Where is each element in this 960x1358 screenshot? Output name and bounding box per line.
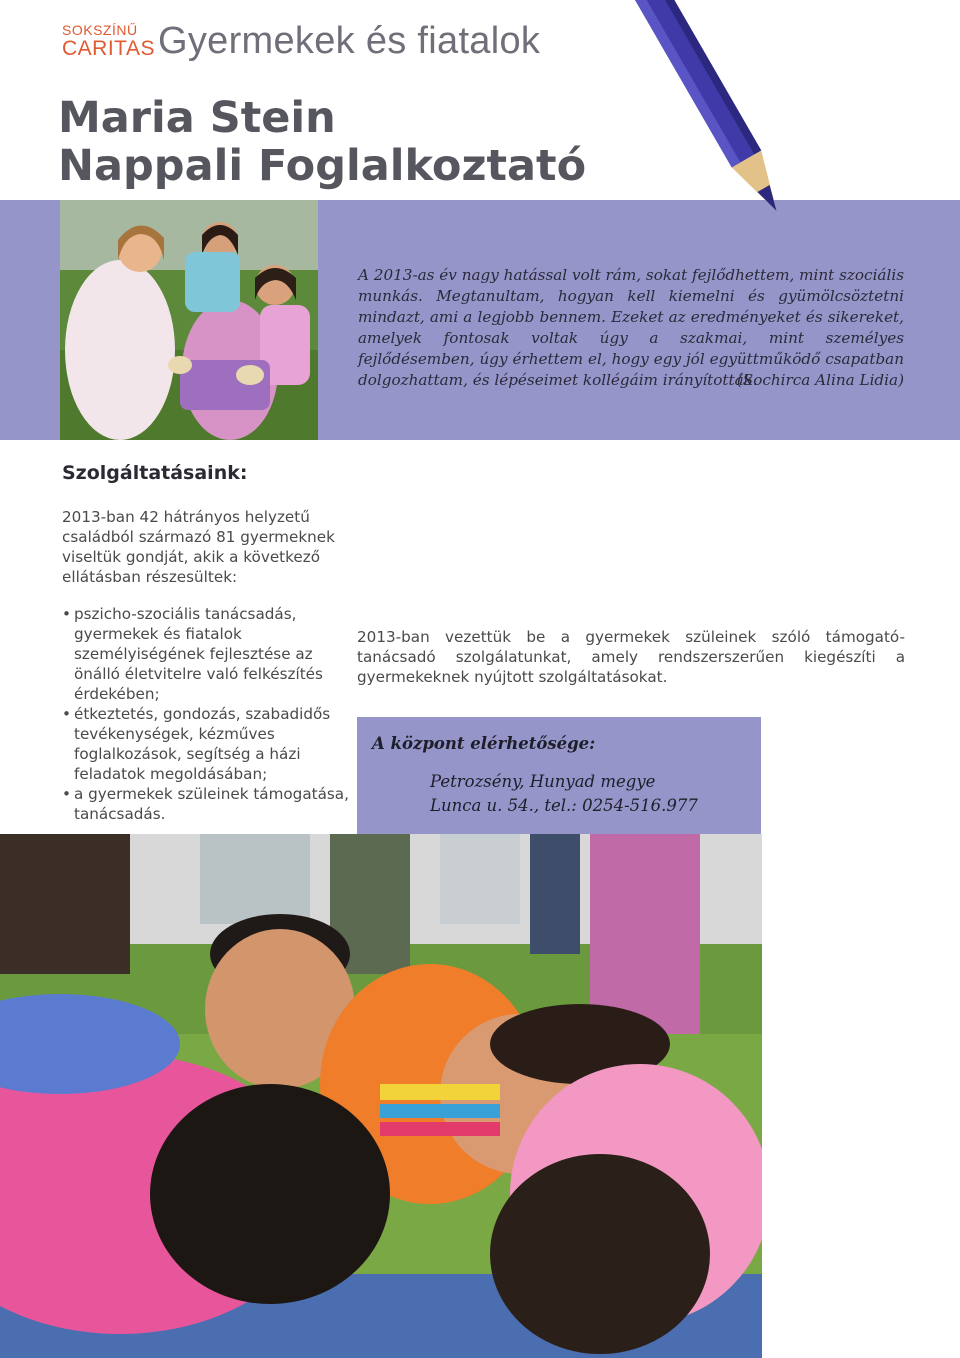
list-item-text: a gyermekek szüleinek támogatása, tanácsadás. <box>74 785 349 823</box>
children-group-photo <box>60 200 318 440</box>
contact-heading: A központ elérhetősége: <box>372 734 596 753</box>
contact-phone: Lunca u. 54., tel.: 0254-516.977 <box>430 796 698 815</box>
contact-address: Petrozsény, Hunyad megye <box>430 772 656 791</box>
bullet-glyph: • <box>62 705 71 723</box>
children-playing-photo <box>0 834 762 1358</box>
services-intro-text: 2013-ban 42 hátrányos helyzetű családból származó 81 gyermeknek viseltük gondját, akik a következő ellátásban részesültek: <box>62 508 335 586</box>
list-item <box>62 704 352 784</box>
services-list <box>62 604 352 824</box>
list-item <box>62 784 352 824</box>
list-item <box>62 604 352 704</box>
services-heading: Szolgáltatásaink: <box>62 462 248 484</box>
bullet-glyph: • <box>62 785 71 803</box>
page-title-line1: Maria Stein <box>58 93 336 143</box>
page-title-line2: Nappali Foglalkoztató <box>58 141 587 191</box>
bullet-glyph: • <box>62 605 71 623</box>
pencil-illustration <box>628 0 808 250</box>
list-item-text: pszicho-szociális tanácsadás, gyermekek és fiatalok személyiségének fejlesztése az önálló életvitelre való felkészítés érdekében; <box>74 605 323 703</box>
list-item-text: étkeztetés, gondozás, szabadidős tevékenységek, kézműves foglalkozások, segítség a házi feladatok megoldásában; <box>74 705 331 783</box>
page-title <box>58 94 586 190</box>
testimonial-author: (Sochirca Alina Lidia) <box>736 371 904 389</box>
brand-logo-text: CARITAS <box>62 37 155 60</box>
section-title: Gyermekek és fiatalok <box>158 20 541 62</box>
services-extra-text: 2013-ban vezettük be a gyermekek szüleinek szóló támogató-tanácsadó szolgálatunkat, amely rendszerszerűen kiegészíti a gyermekeknek nyújtott szolgáltatásokat. <box>357 628 905 686</box>
testimonial-quote: A 2013-as év nagy hatással volt rám, sokat fejlődhettem, mint szociális munkás. Megtanultam, hogyan kell kiemelni és gyümölcsöztetni mindazt, ami a legjobb bennem. Ezeket az eredményeket és sikereket, amelyek fontosak voltak úgy a szakmai, mint személyes fejlődésemben, úgy érhettem el, hogy egy jól együttműködő csapatban dolgozhattam, és lépéseimet kollégáim irányították. <box>358 266 904 389</box>
brand-small-text: SOKSZÍNŰ <box>62 22 138 38</box>
